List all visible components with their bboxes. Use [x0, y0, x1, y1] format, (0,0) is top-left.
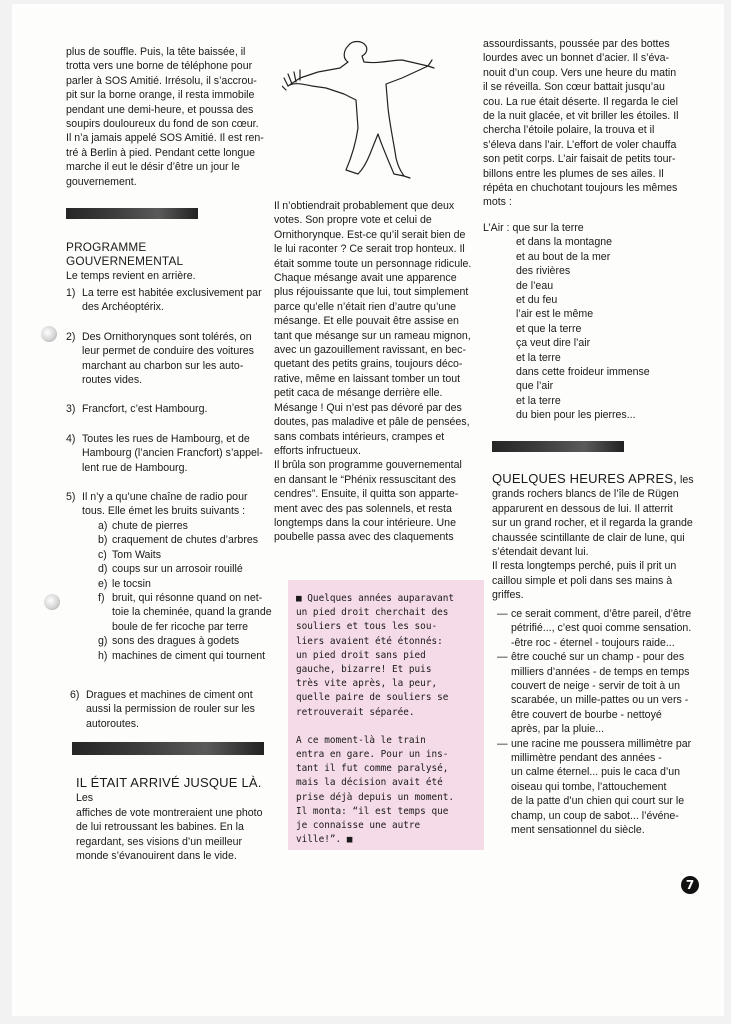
text-line: cou. La rue était déserte. Il regarda le ciel — [483, 95, 678, 108]
text-line: Il monta: “il est temps que — [296, 805, 449, 817]
text-line: que l’air — [516, 380, 554, 393]
text-line: des rivières — [516, 265, 571, 278]
binder-hole — [41, 326, 57, 342]
text-line: mésange. Et elle pouvait être assise en — [274, 315, 459, 328]
text-line: leur permet de conduire des voitures — [82, 345, 254, 358]
programme-item-6 — [70, 688, 280, 731]
text-line: Ornithorynque. Est-ce qu’il serait bien de — [274, 228, 466, 241]
text-line: coups sur un arrosoir rouillé — [112, 563, 243, 576]
column-1-intro — [66, 45, 266, 189]
text-line: et la terre — [516, 351, 561, 364]
dash-item: — une racine me poussera millimètre par millimètre pendant des années - un calme éternel... puis le caca d’un oiseau qui tombe, l’attouchement de la patte d’un chien qui court sur le champ, un coup de sabot... l’événe- ment sensationnel du siècle. — [497, 737, 701, 838]
text-line: de l’eau — [516, 279, 554, 292]
text-line: sans combats intérieurs, crampes et — [274, 430, 445, 443]
text-line: quelle paire de souliers se — [296, 692, 449, 704]
text-line: craquement de chutes d’arbres — [112, 534, 259, 547]
text-line: chute de pierres — [112, 519, 188, 532]
text-line: soupirs douloureux du fond de son cœur. — [66, 118, 259, 131]
text-line: ment avec des pas solennels, et resta — [274, 502, 452, 515]
sound-letter: b) — [98, 534, 108, 547]
text-line: couvert de neige - servir de toit à un — [511, 680, 681, 693]
text-line: et que la terre — [516, 322, 582, 335]
text-line: machines de ciment qui tournent — [112, 649, 266, 662]
text-line: QUELQUES HEURES APRES, les — [492, 471, 694, 486]
list-item — [66, 402, 276, 416]
text-line: griffes. — [492, 589, 524, 602]
sound-item — [98, 533, 276, 547]
text-line: longtemps dans la cour intérieure. Une — [274, 516, 456, 529]
item-number: 2) — [66, 330, 76, 343]
text-line: parler à SOS Amitié. Irrésolu, il s’accrou- — [66, 74, 257, 87]
text-line: Hambourg (l’ancien Francfort) s’appel- — [82, 447, 263, 460]
text-line: répéta en chuchotant toujours les mêmes — [483, 182, 678, 195]
dash-item: — ce serait comment, d’être pareil, d’être pétrifié..., c’est quoi comme sensation. -être roc - éternel - toujours raide... — [497, 607, 701, 650]
item-number: 4) — [66, 432, 76, 445]
text-line: aussi la permission de rouler sur les — [86, 703, 255, 716]
item-number: 3) — [66, 403, 76, 416]
bird-man-sketch — [282, 38, 468, 180]
text-line: billons entre les plumes de ses ailes. Il — [483, 167, 664, 180]
programme-list — [66, 286, 276, 663]
text-line: et du feu — [516, 294, 558, 307]
text-line: Toutes les rues de Hambourg, et de — [82, 432, 250, 445]
text-line: en dansant le “Phénix ressuscitant des — [274, 473, 456, 486]
text-line: efforts infructueux. — [274, 444, 361, 457]
list-item — [66, 432, 276, 475]
text-line: souliers et tous les sou- — [296, 621, 438, 633]
item-number: 5) — [66, 491, 76, 504]
text-line: champ, un coup de sabot... l’événe- — [511, 809, 679, 822]
text-line: oiseau qui tombe, l’attouchement — [511, 780, 667, 793]
text-line: regardant, ses visions d’un meilleur — [76, 835, 243, 848]
text-line: milliers d’années - de temps en temps — [511, 665, 690, 678]
text-line: de lui retroussant les babines. En la — [76, 821, 244, 834]
bleed-through-shadow — [66, 840, 206, 910]
text-line: scarabée, un mille-pattes ou un vers - — [511, 694, 689, 707]
text-line: La terre est habitée exclusivement par — [82, 287, 262, 299]
text-line: affiches de vote montreraient une photo — [76, 806, 263, 819]
text-line: petit caca de mésange derrière elle. — [274, 387, 443, 400]
section-heading: IL ÉTAIT ARRIVÉ JUSQUE LÀ. — [76, 775, 262, 790]
text-line: millimètre pendant des années - — [511, 752, 662, 765]
text-line: IL ÉTAIT ARRIVÉ JUSQUE LÀ. Les — [76, 775, 262, 805]
text-line: marchant au charbon sur les auto- — [82, 359, 244, 372]
text-line: Des Ornithorynques sont tolérés, on — [82, 330, 252, 343]
text-line: boule de fer ricoche par terre — [112, 620, 249, 633]
text-line: s’éleva dans l’air. L’effort de voler chauffa — [483, 138, 677, 151]
text-line: retrouverait séparée. — [296, 706, 415, 718]
text-line: tré à Berlin à pied. Pendant cette longue — [66, 146, 256, 159]
list-item — [70, 688, 280, 731]
text-line: tant que mésange sur un rameau mignon, — [274, 329, 471, 342]
column-2-text — [274, 199, 480, 545]
text-line: dans cette froideur immense — [516, 366, 650, 379]
text-line: du bien pour les pierres... — [516, 409, 636, 422]
text-line: Il n’a jamais appelé SOS Amitié. Il est ren- — [66, 132, 264, 145]
text-line: toie la cheminée, quand la grande — [112, 606, 272, 619]
pink-box-text — [296, 592, 482, 847]
text-line: plus de souffle. Puis, la tête baissée, il — [66, 46, 246, 58]
dash-item: — être couché sur un champ - pour des milliers d’années - de temps en temps couvert de neige - servir de toit à un scarabée, un mille-pattes ou un vers - être couvert de bourbe - nettoyé après, par la pluie... — [497, 650, 701, 736]
section-heading: PROGRAMME GOUVERNEMENTAL — [66, 240, 184, 269]
text-line: quetant des petits grains, toujours déco- — [274, 358, 463, 371]
text-line: ville!”. ■ — [296, 834, 353, 846]
text-line: être couché sur un champ - pour des — [511, 651, 685, 664]
text-line: A ce moment-là le train — [296, 734, 426, 746]
text-line: liers avaient été étonnés: — [296, 635, 443, 647]
sound-item — [98, 649, 276, 663]
text-line: votes. Son propre vote et celui de — [274, 214, 432, 227]
text-line: Francfort, c’est Hambourg. — [82, 403, 208, 416]
text-line: un pied droit sans pied — [296, 649, 426, 661]
text-line: une racine me poussera millimètre par — [511, 737, 692, 750]
text-line: Tom Waits — [112, 548, 162, 561]
list-item — [66, 330, 276, 388]
text-line: bruit, qui résonne quand on net- — [112, 591, 263, 604]
text-line: tous. Elle émet les bruits suivants : — [82, 505, 246, 518]
text-line: poubelle passa avec des claquements — [274, 531, 454, 544]
sound-item — [98, 562, 276, 576]
sound-item — [98, 519, 276, 533]
text-line — [296, 720, 482, 734]
poem-first-line: L’Air : que sur la terre — [483, 222, 584, 234]
poem-lines — [483, 235, 693, 422]
section-subheading: Le temps revient en arrière. — [66, 269, 196, 282]
text-line: mais la décision avait été — [296, 777, 443, 789]
text-line: il se réveilla. Son cœur battait jusqu’au — [483, 81, 665, 94]
text-line: le lui raconter ? Ce serait trop honteux. Il — [274, 243, 465, 256]
text-line: lent rue de Hambourg. — [82, 461, 188, 474]
text-line: Il n’y a qu’une chaîne de radio pour — [82, 491, 248, 504]
text-line: prise déjà depuis un moment. — [296, 791, 455, 803]
column-3-after — [492, 472, 698, 603]
text-line: chercha l’étoile polaire, la trouva et il — [483, 124, 655, 137]
text-line: nouit d’un coup. Vers une heure du matin — [483, 66, 677, 79]
text-line: de la patte d’un chien qui court sur le — [511, 795, 685, 808]
text-line: être couvert de bourbe - nettoyé — [511, 708, 662, 721]
text-line: sons des dragues à godets — [112, 635, 240, 648]
text-line: routes vides. — [82, 374, 143, 387]
text-line: un calme éternel... puis le caca d’un — [511, 766, 681, 779]
text-line: gauche, bizarre! Et puis — [296, 664, 432, 676]
binder-hole — [44, 594, 60, 610]
text-line: pendant une demi-heure, et poussa des — [66, 103, 254, 116]
text-line: et au bout de la mer — [516, 250, 611, 263]
text-line: tant il fut comme paralysé, — [296, 763, 449, 775]
text-line: je connaisse une autre — [296, 820, 421, 832]
text-line: ment sensationnel du siècle. — [511, 824, 645, 837]
text-line: avec un gazouillement ravissant, en bec- — [274, 344, 466, 357]
sound-item — [98, 634, 276, 648]
text-line: assourdissants, poussée par des bottes — [483, 38, 670, 50]
text-line: Chaque mésange avait une apparence — [274, 272, 457, 285]
text-line: doutes, pas maladive et pâle de pensées, — [274, 416, 470, 429]
text-line: autoroutes. — [86, 717, 140, 730]
text-line: gouvernement. — [66, 175, 137, 188]
text-line: lourdes avec un bonnet d’acier. Il s’éva- — [483, 52, 670, 65]
text-line: trotta vers une borne de téléphone pour — [66, 60, 253, 73]
text-line: et dans la montagne — [516, 236, 613, 249]
item-number: 6) — [70, 689, 80, 701]
text-line: Il n’obtiendrait probablement que deux — [274, 200, 455, 212]
text-line: Il resta longtemps perché, puis il prit un — [492, 560, 677, 573]
text-line: chaussée scintillante de clair de lune, qui — [492, 531, 685, 544]
text-line: sur un grand rocher, et il regarda la grande — [492, 517, 693, 530]
text-line: grands rochers blancs de l’île de Rügen — [492, 488, 679, 501]
text-line: l’air est le même — [516, 308, 594, 321]
sound-item — [98, 577, 276, 591]
item-number: 1) — [66, 287, 76, 299]
page-number: 7 — [681, 876, 699, 894]
list-item — [66, 286, 276, 315]
text-line: Mésange ! Qui n’est pas dévoré par des — [274, 401, 462, 414]
text-line: ça veut dire l’air — [516, 337, 591, 350]
air-poem — [483, 221, 693, 423]
text-line: parce qu’elle n’était rien d’autre qu’une — [274, 300, 456, 313]
sound-letter: c) — [98, 548, 107, 561]
text-line: très vite après, la peur, — [296, 678, 438, 690]
text-line: et la terre — [516, 394, 561, 407]
text-line: ■ Quelques années auparavant — [296, 593, 455, 604]
text-line: ce serait comment, d’être pareil, d’être — [511, 608, 692, 620]
text-line: marche il eut le désir d’être un jour le — [66, 161, 240, 174]
sound-letter: d) — [98, 563, 108, 576]
text-line: apparurent en dessous de lui. Il atterrit — [492, 502, 673, 515]
text-line: des Archéoptérix. — [82, 301, 164, 314]
text-line: pétrifié..., c’est quoi comme sensation. — [511, 622, 692, 635]
text-line: de la nuit glacée, et vit briller les étoiles. Il — [483, 110, 679, 123]
section-divider-bar — [492, 441, 624, 452]
programme-heading-block — [66, 240, 266, 283]
text-line: après, par la pluie... — [511, 723, 605, 736]
text-line: son petit corps. L’air faisait de petits tour- — [483, 153, 676, 166]
text-line: monde s’évanouirent dans le vide. — [76, 850, 237, 863]
text-line: Il brûla son programme gouvernemental — [274, 459, 462, 472]
sound-item — [98, 548, 276, 562]
sound-letter: f) — [98, 591, 105, 604]
text-line: un pied droit cherchait des — [296, 607, 449, 619]
list-item — [66, 490, 276, 519]
sound-item — [98, 591, 276, 634]
column-3-intro — [483, 37, 693, 210]
section-divider-bar — [72, 742, 264, 755]
text-line: s’étendait devant lui. — [492, 546, 589, 559]
section-divider-bar — [66, 208, 198, 219]
text-line: plus réjouissante que lui, tout simplement — [274, 286, 469, 299]
text-line: caillou simple et poli dans ses mains à — [492, 574, 673, 587]
text-line: -être roc - éternel - toujours raide... — [511, 636, 675, 649]
sound-letter: h) — [98, 649, 108, 662]
text-line: Dragues et machines de ciment ont — [86, 689, 253, 701]
text-line: entra en gare. Pour un ins- — [296, 749, 449, 761]
text-line: était somme toute un personnage ridicule. — [274, 257, 472, 270]
text-line: rative, même en laissant tomber un tout — [274, 372, 461, 385]
sound-letter: g) — [98, 635, 108, 648]
text-line: pit sur la borne orange, il resta immobile — [66, 89, 255, 102]
sound-letter: a) — [98, 519, 108, 532]
text-line: le tocsin — [112, 577, 151, 590]
text-line: cendres”. Ensuite, il quitta son apparte- — [274, 488, 459, 501]
text-line: mots : — [483, 196, 512, 209]
sound-letter: e) — [98, 577, 108, 590]
dash-list — [497, 607, 701, 838]
section-heading: QUELQUES HEURES APRES, — [492, 471, 678, 486]
sound-list — [66, 519, 276, 663]
